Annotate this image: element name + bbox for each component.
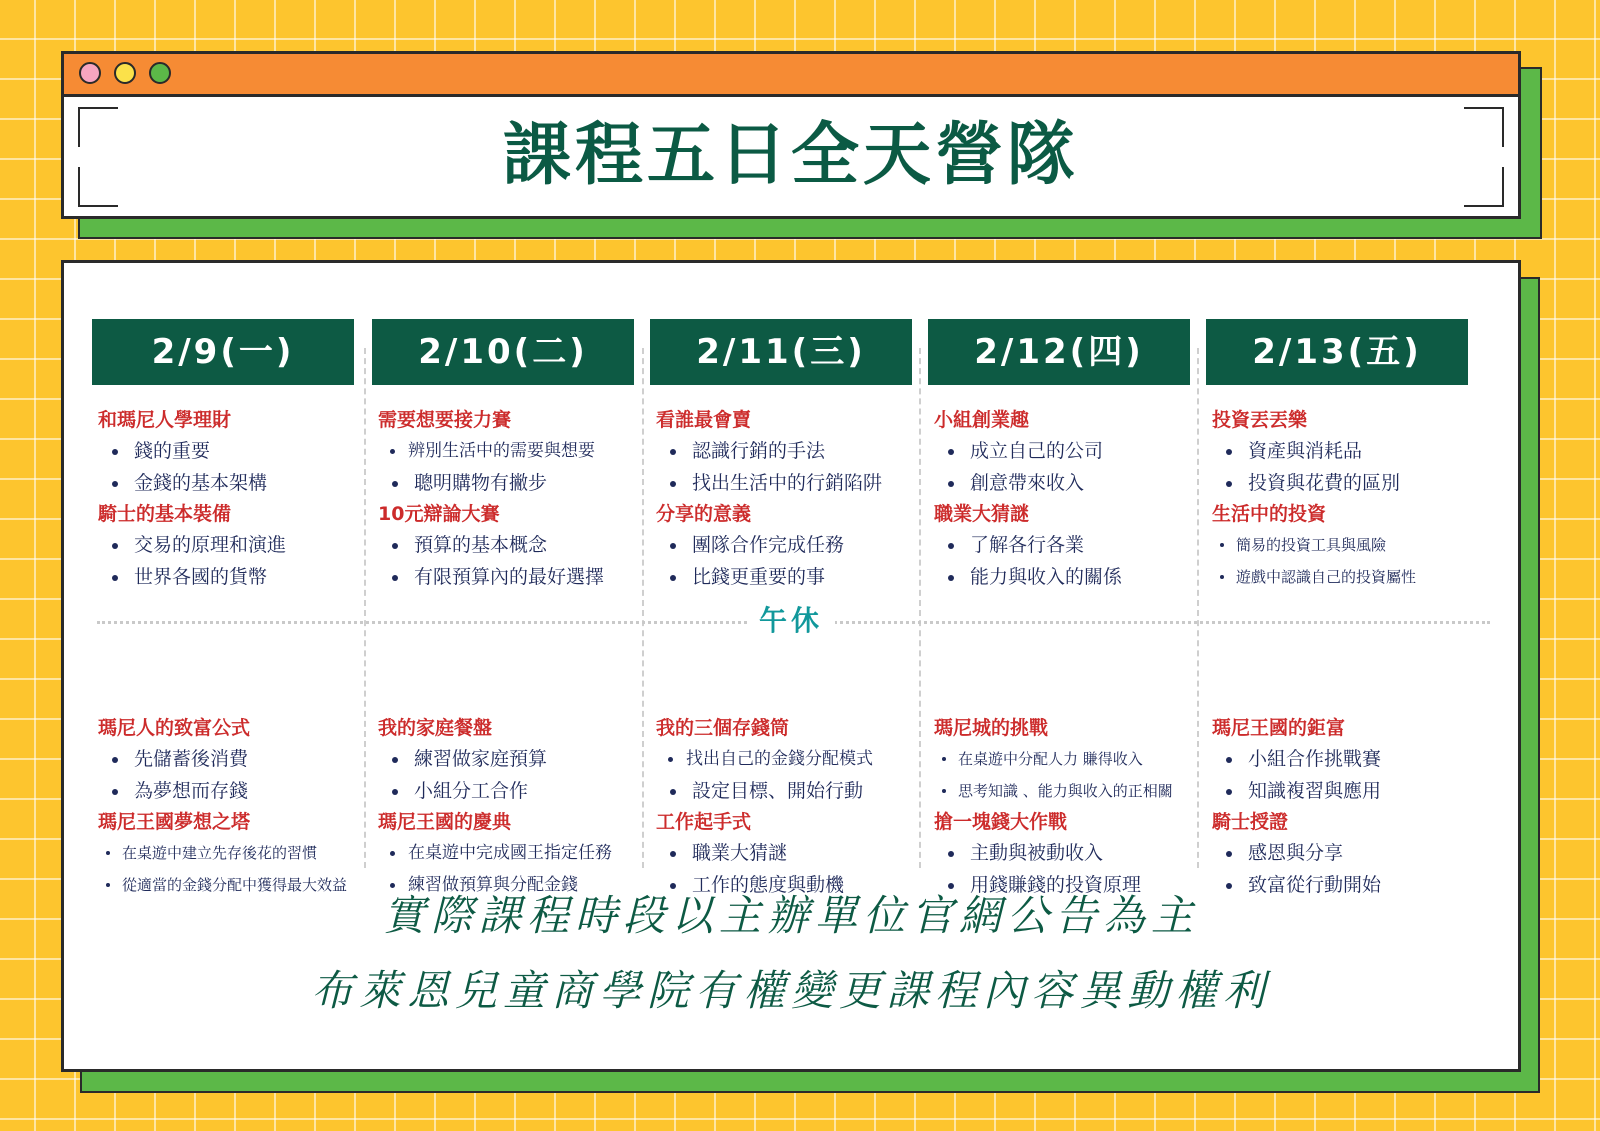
session-title: 瑪尼王國的慶典	[378, 811, 512, 833]
list-item: 知識複習與應用	[1212, 775, 1468, 807]
schedule-note: 實際課程時段以主辦單位官網公告為主	[382, 891, 1199, 940]
list-item: 能力與收入的關係	[934, 561, 1190, 593]
session-title: 看誰最會賣	[656, 409, 752, 431]
list-item: 創意帶來收入	[934, 467, 1190, 499]
morning-sessions	[1206, 405, 1468, 593]
morning-sessions	[92, 405, 354, 593]
list-item: 遊戲中認識自己的投資屬性	[1212, 561, 1468, 593]
list-item: 找出生活中的行銷陷阱	[656, 467, 912, 499]
list-item: 在桌遊中建立先存後花的習慣	[98, 837, 354, 869]
list-item: 世界各國的貨幣	[98, 561, 354, 593]
title-window	[61, 51, 1521, 219]
list-item: 主動與被動收入	[934, 837, 1190, 869]
list-item: 認識行銷的手法	[656, 435, 912, 467]
list-item: 簡易的投資工具與風險	[1212, 529, 1468, 561]
session-title: 瑪尼人的致富公式	[98, 717, 251, 739]
session-title: 10元辯論大賽	[378, 503, 500, 525]
page-title: 課程五日全天營隊	[502, 116, 1079, 195]
session-title: 生活中的投資	[1212, 503, 1327, 525]
list-item: 思考知識 、能力與收入的正相關	[934, 775, 1190, 807]
day-header: 2/9(一)	[92, 319, 354, 385]
list-item: 聰明購物有撇步	[378, 467, 634, 499]
list-item: 在桌遊中分配人力 賺得收入	[934, 743, 1190, 775]
list-item: 從適當的金錢分配中獲得最大效益	[98, 869, 354, 901]
list-item: 小組分工合作	[378, 775, 634, 807]
session-title: 需要想要接力賽	[378, 409, 512, 431]
session-title: 投資丟丟樂	[1212, 409, 1308, 431]
session-title: 我的家庭餐盤	[378, 717, 493, 739]
rights-note: 布萊恩兒童商學院有權變更課程內容異動權利	[310, 966, 1271, 1015]
day-header: 2/13(五)	[1206, 319, 1468, 385]
day-header: 2/12(四)	[928, 319, 1190, 385]
morning-sessions	[650, 405, 912, 593]
day-header: 2/10(二)	[372, 319, 634, 385]
afternoon-sessions	[372, 713, 634, 901]
window-title-bar	[64, 54, 1518, 97]
day-column	[92, 319, 354, 894]
list-item: 找出自己的金錢分配模式	[656, 743, 912, 775]
session-title: 小組創業趣	[934, 409, 1030, 431]
afternoon-sessions	[650, 713, 912, 901]
session-title: 瑪尼王國的鉅富	[1212, 717, 1346, 739]
session-title: 我的三個存錢筒	[656, 717, 790, 739]
window-minimize-dot	[114, 62, 136, 84]
list-item: 成立自己的公司	[934, 435, 1190, 467]
lunch-label: 午休	[747, 604, 835, 637]
morning-sessions	[928, 405, 1190, 593]
schedule-panel	[61, 260, 1521, 1072]
list-item: 比錢更重要的事	[656, 561, 912, 593]
list-item: 團隊合作完成任務	[656, 529, 912, 561]
day-column	[1206, 319, 1468, 896]
session-title: 騎士授證	[1212, 811, 1289, 833]
list-item: 資產與消耗品	[1212, 435, 1468, 467]
list-item: 為夢想而存錢	[98, 775, 354, 807]
list-item: 練習做家庭預算	[378, 743, 634, 775]
list-item: 金錢的基本架構	[98, 467, 354, 499]
afternoon-sessions	[928, 713, 1190, 901]
list-item: 辨別生活中的需要與想要	[378, 435, 634, 467]
day-header: 2/11(三)	[650, 319, 912, 385]
window-maximize-dot	[149, 62, 171, 84]
list-item: 練習做預算與分配金錢	[378, 869, 634, 901]
list-item: 先儲蓄後消費	[98, 743, 354, 775]
session-title: 工作起手式	[656, 811, 752, 833]
session-title: 搶一塊錢大作戰	[934, 811, 1068, 833]
window-close-dot	[79, 62, 101, 84]
lunch-label-wrap	[64, 599, 1518, 639]
morning-sessions	[372, 405, 634, 593]
session-title: 分享的意義	[656, 503, 752, 525]
list-item: 小組合作挑戰賽	[1212, 743, 1468, 775]
list-item: 用錢賺錢的投資原理	[934, 869, 1190, 901]
list-item: 預算的基本概念	[378, 529, 634, 561]
day-column	[928, 319, 1190, 896]
list-item: 有限預算內的最好選擇	[378, 561, 634, 593]
list-item: 職業大猜謎	[656, 837, 912, 869]
list-item: 設定目標、開始行動	[656, 775, 912, 807]
list-item: 交易的原理和演進	[98, 529, 354, 561]
list-item: 錢的重要	[98, 435, 354, 467]
afternoon-sessions	[92, 713, 354, 901]
day-column	[372, 319, 634, 895]
list-item: 了解各行各業	[934, 529, 1190, 561]
list-item: 致富從行動開始	[1212, 869, 1468, 901]
session-title: 職業大猜謎	[934, 503, 1030, 525]
list-item: 投資與花費的區別	[1212, 467, 1468, 499]
list-item: 感恩與分享	[1212, 837, 1468, 869]
session-title: 騎士的基本裝備	[98, 503, 232, 525]
afternoon-sessions	[1206, 713, 1468, 901]
session-title: 瑪尼王國夢想之塔	[98, 811, 251, 833]
session-title: 和瑪尼人學理財	[98, 409, 232, 431]
list-item: 在桌遊中完成國王指定任務	[378, 837, 634, 869]
list-item: 工作的態度與動機	[656, 869, 912, 901]
session-title: 瑪尼城的挑戰	[934, 717, 1049, 739]
